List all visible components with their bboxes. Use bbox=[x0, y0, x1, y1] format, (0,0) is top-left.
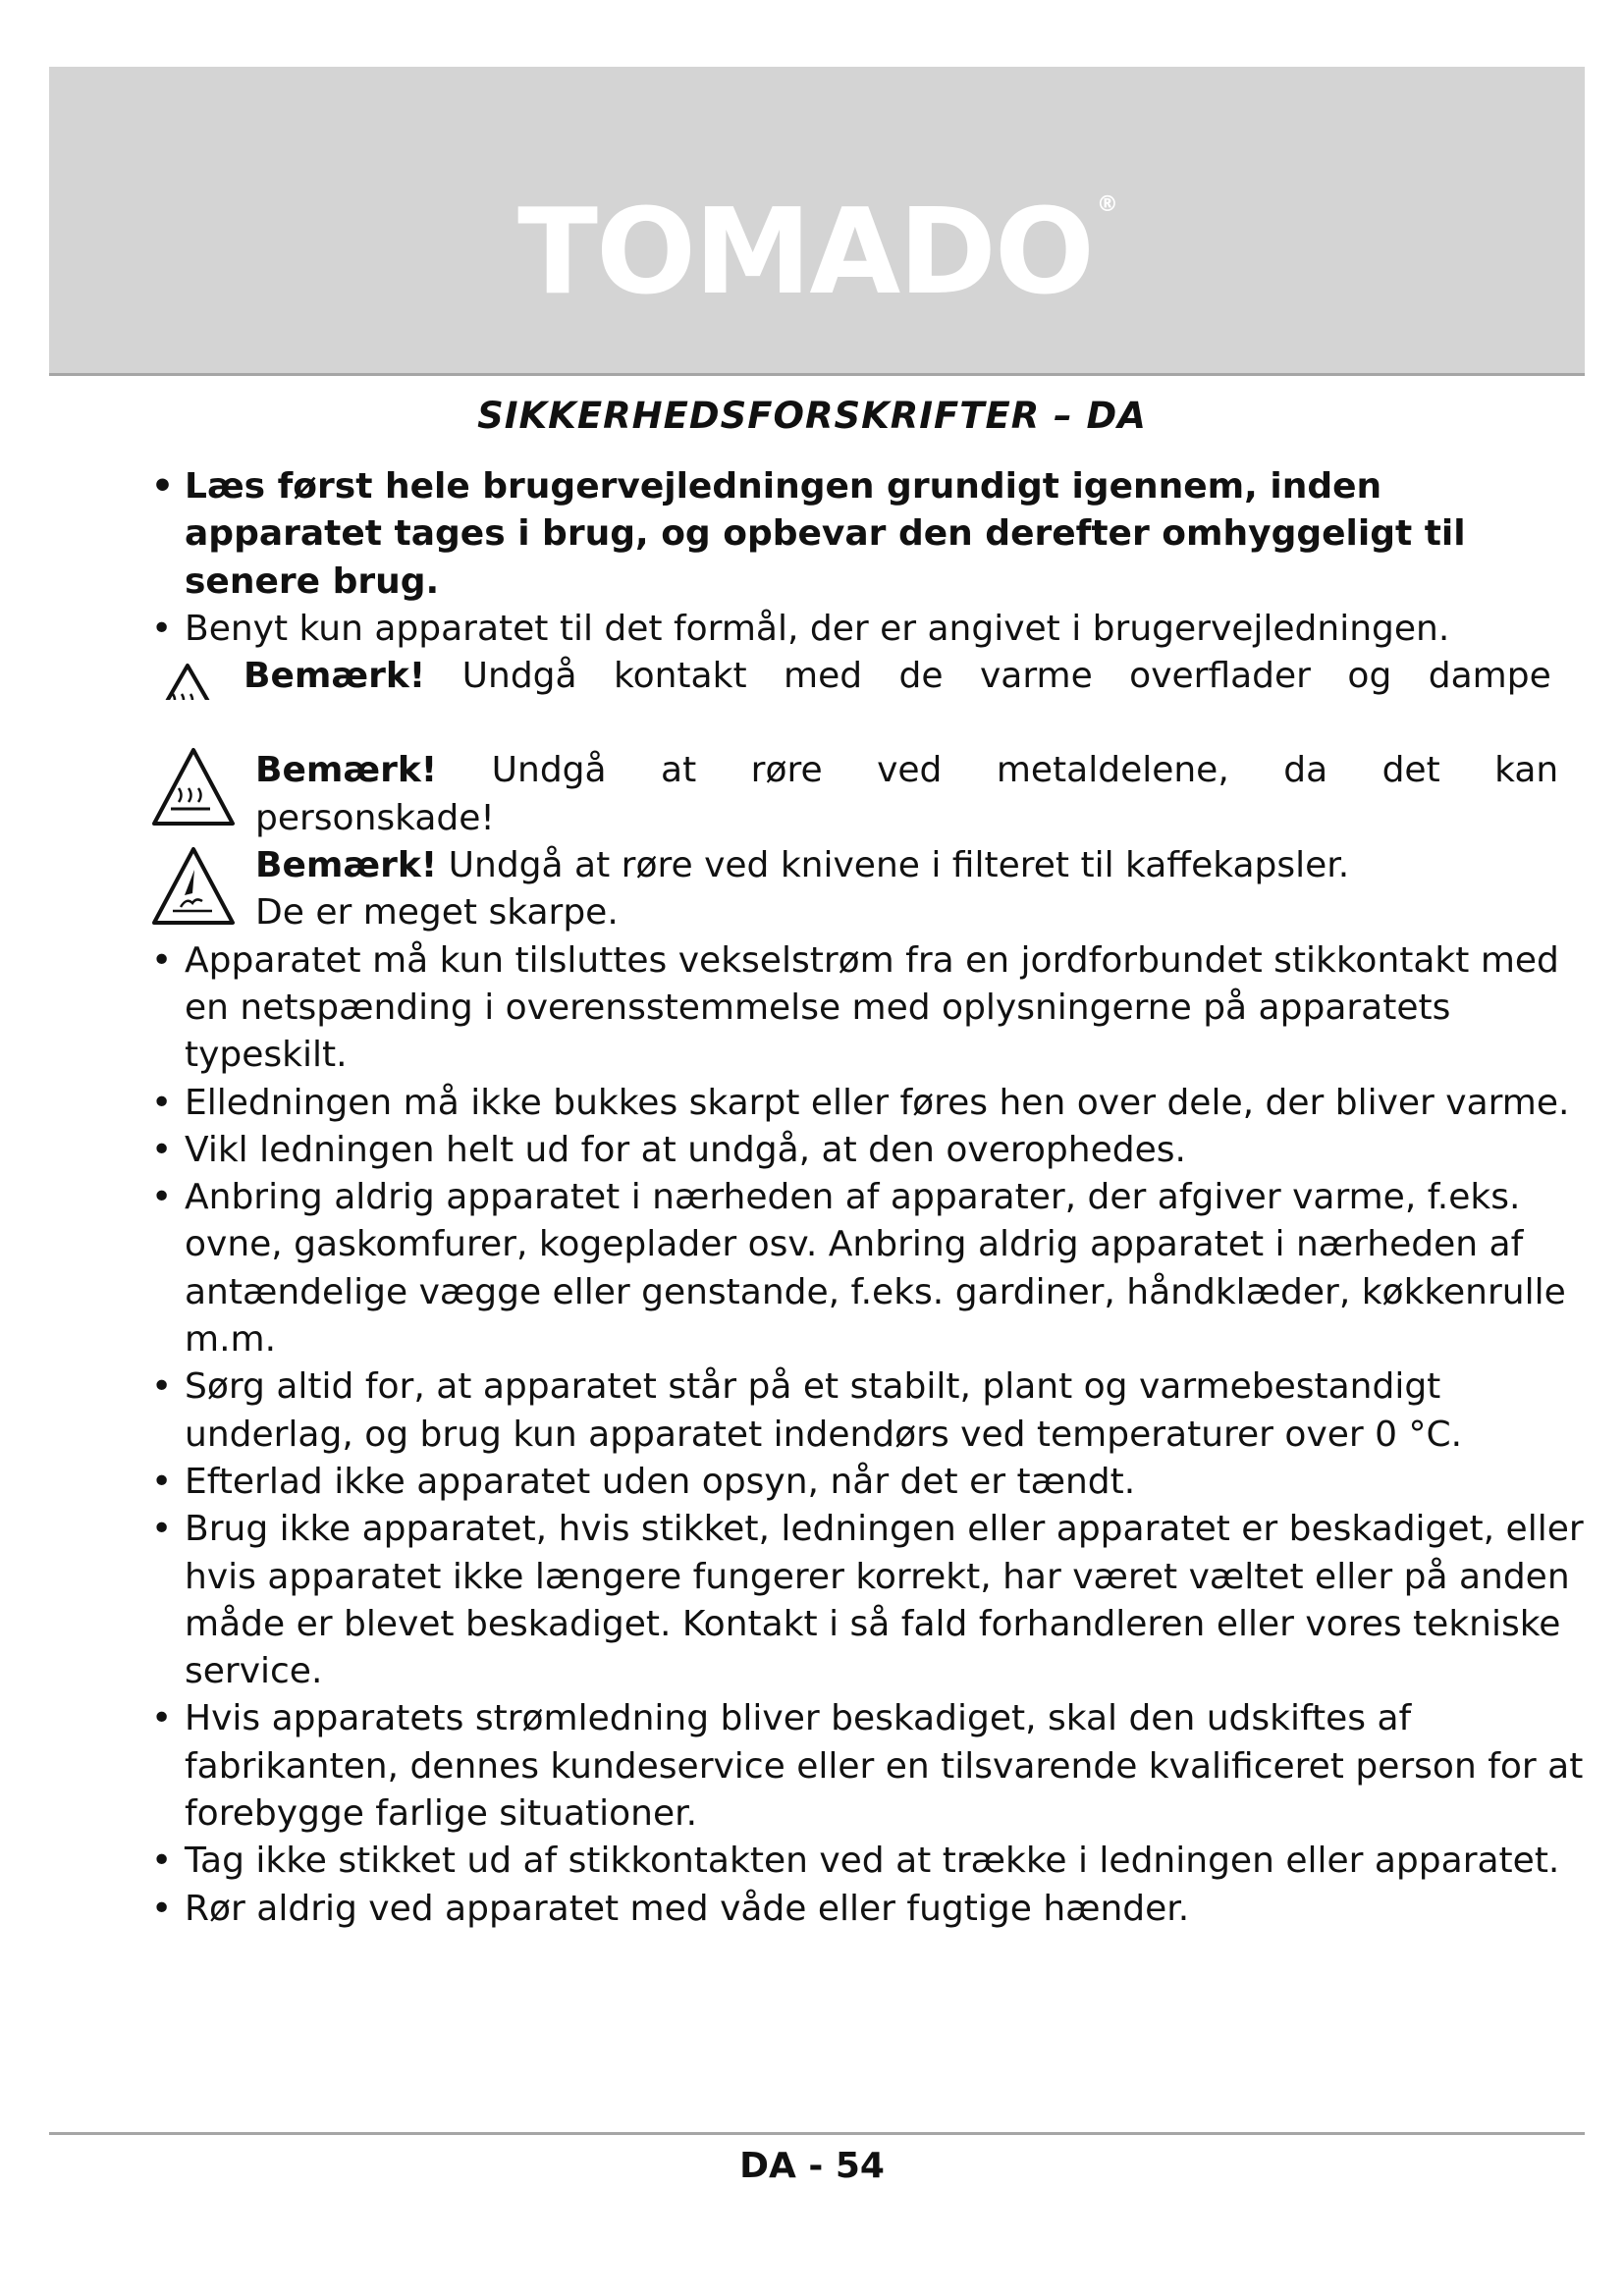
warning-note: Bemærk! Undgå at røre ved knivene i filteret til kaffekapsler. De er meget skarpe. bbox=[151, 842, 1585, 937]
brand-logo bbox=[49, 185, 1585, 321]
bullet: • bbox=[151, 1082, 173, 1123]
warning-note: Bemærk! Undgå at røre ved metaldelene, da det kan personskade! bbox=[151, 747, 1585, 842]
bullet: • bbox=[151, 1509, 173, 1550]
list-item: • Rør aldrig ved apparatet med våde eller fugtige hænder. bbox=[151, 1886, 1585, 1933]
list-item: • Anbring aldrig apparatet i nærheden af apparater, der afgiver varme, f.eks. ovne, gaskomfurer, kogeplader osv. Anbring aldrig apparatet i nærheden af antændelige vægge eller genstande, f.eks. gardiner, håndklæder, køkkenrulle m.m. bbox=[151, 1174, 1585, 1363]
list-item: • Læs først hele brugervejledningen grundigt igennem, inden apparatet tages i brug, og opbevar den derefter omhyggeligt til senere brug. bbox=[151, 463, 1585, 606]
page-number: DA - 54 bbox=[739, 2146, 885, 2186]
logo-text: TOMADO bbox=[517, 185, 1093, 321]
list-item: • Efterlad ikke apparatet uden opsyn, når det er tændt. bbox=[151, 1459, 1585, 1506]
bullet: • bbox=[151, 466, 175, 507]
list-item: • Benyt kun apparatet til det formål, der er angivet i brugervejledningen. bbox=[151, 606, 1585, 653]
bullet: • bbox=[151, 1841, 173, 1882]
list-item: • Hvis apparatets strømledning bliver beskadiget, skal den udskiftes af fabrikanten, dennes kundeservice eller en tilsvarende kvalificeret person for at forebygge farlige situationer. bbox=[151, 1695, 1585, 1838]
footer-divider bbox=[49, 2132, 1585, 2135]
note-label: Bemærk! bbox=[244, 656, 426, 697]
bullet: • bbox=[151, 1366, 173, 1408]
hot-surface-warning-icon bbox=[151, 747, 236, 840]
hot-surface-warning-icon bbox=[151, 663, 224, 700]
bullet: • bbox=[151, 1888, 173, 1929]
note-label: Bemærk! bbox=[255, 750, 438, 791]
bullet: • bbox=[151, 939, 173, 981]
registered-mark: ® bbox=[1096, 192, 1116, 217]
note-label: Bemærk! bbox=[255, 845, 438, 886]
page-title: SIKKERHEDSFORSKRIFTER – DA bbox=[477, 395, 1147, 437]
list-item: • Tag ikke stikket ud af stikkontakten ved at trække i ledningen eller apparatet. bbox=[151, 1838, 1585, 1885]
list-item: • Brug ikke apparatet, hvis stikket, ledningen eller apparatet er beskadiget, eller hvis apparatet ikke længere fungerer korrekt, har været væltet eller på anden måde er blevet beskadiget. Kontakt i så fald forhandleren eller vores tekniske service. bbox=[151, 1506, 1585, 1695]
bullet: • bbox=[151, 1698, 173, 1739]
list-item: • Sørg altid for, at apparatet står på et stabilt, plant og varmebestandigt underlag, og brug kun apparatet indendørs ved temperaturer over 0 °C. bbox=[151, 1363, 1585, 1459]
bullet: • bbox=[151, 1129, 173, 1170]
brand-header bbox=[49, 67, 1585, 376]
bullet: • bbox=[151, 1461, 173, 1502]
warning-note: Bemærk! Undgå kontakt med de varme overflader og dampe bbox=[151, 653, 1585, 700]
list-item: • Apparatet må kun tilsluttes vekselstrøm fra en jordforbundet stikkontakt med en netspænding i overensstemmelse med oplysningerne på apparatets typeskilt. bbox=[151, 937, 1585, 1080]
bullet: • bbox=[151, 1177, 173, 1218]
list-item: • Elledningen må ikke bukkes skarpt eller føres hen over dele, der bliver varme. bbox=[151, 1080, 1585, 1127]
safety-instructions bbox=[151, 463, 1585, 1933]
list-item: • Vikl ledningen helt ud for at undgå, at den overophedes. bbox=[151, 1127, 1585, 1174]
sharp-blade-warning-icon bbox=[151, 846, 236, 939]
bullet: • bbox=[151, 608, 173, 649]
